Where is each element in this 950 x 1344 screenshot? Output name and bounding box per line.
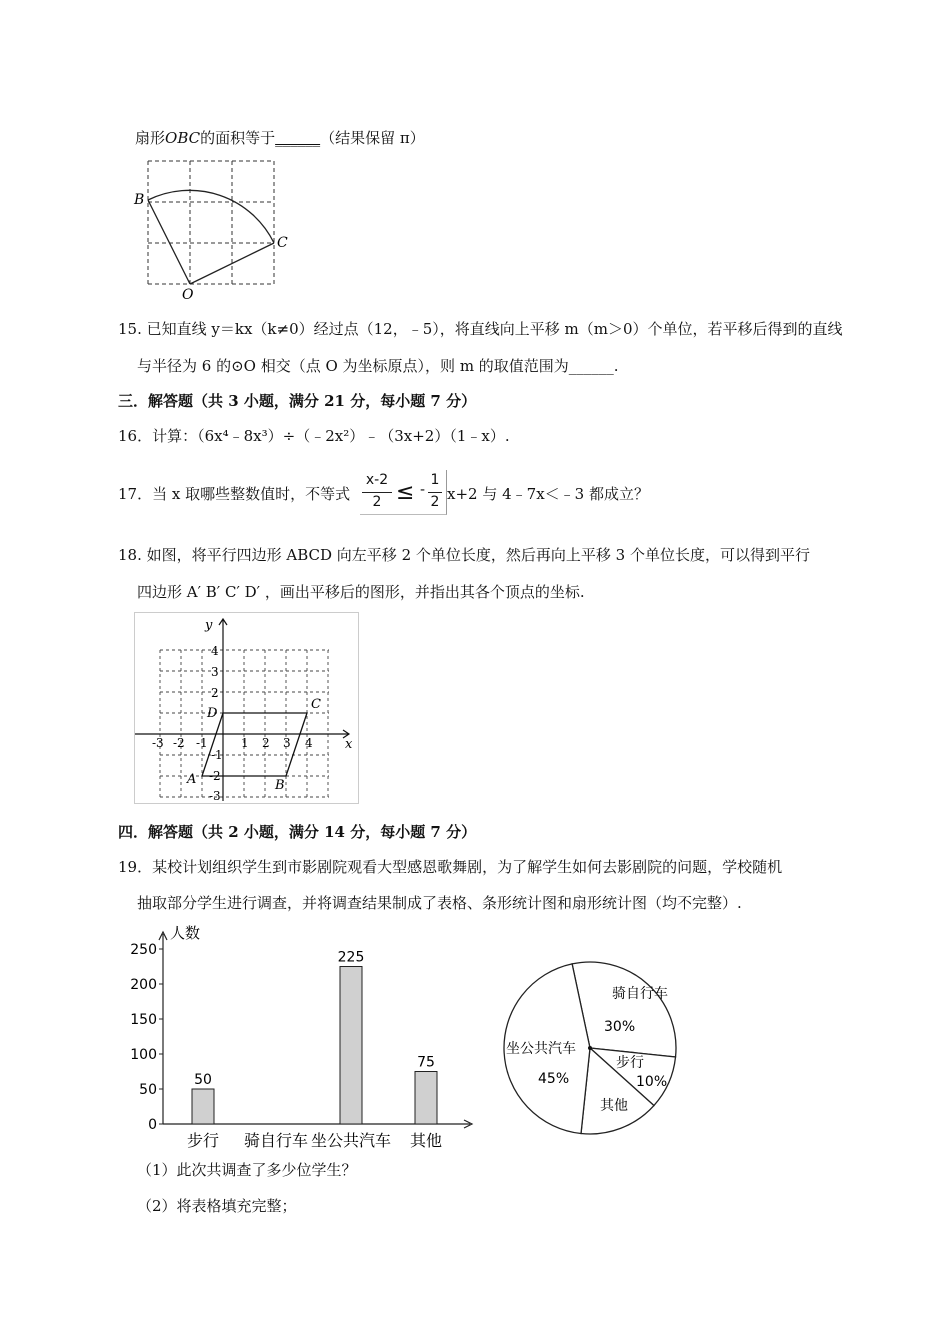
axis-y-label: y — [205, 618, 213, 633]
y-tick-label: 200 — [130, 977, 157, 993]
q19-line2: 抽取部分学生进行调查，并将调查结果制成了表格、条形统计图和扇形统计图（均不完整）. — [137, 894, 742, 912]
category-label: 其他 — [409, 1131, 443, 1150]
q18-line1: 18. 如图，将平行四边形 ABCD 向左平移 2 个单位长度，然后再向上平移 3 个单位长度，可以得到平行 — [118, 546, 810, 564]
y-tick: 3 — [211, 665, 219, 679]
y-tick-label: 100 — [130, 1047, 157, 1063]
bar-chart — [130, 922, 480, 1152]
coordinate-figure — [134, 612, 359, 804]
y-tick-label: 150 — [130, 1012, 157, 1028]
q15-line1: 15. 已知直线 y＝kx（k≠0）经过点（12，﹣5），将直线向上平移 m（m＞0）个单位，若平移后得到的直线 — [118, 320, 843, 338]
x-tick: 3 — [283, 736, 291, 750]
q19-sub1: （1）此次共调查了多少位学生？ — [137, 1161, 357, 1179]
label-b: B — [134, 192, 145, 208]
y-tick-label: 0 — [148, 1117, 157, 1133]
pie-percent-bus: 45% — [538, 1071, 570, 1087]
q14-text-a: 扇形 — [135, 129, 166, 147]
y-tick-label: 50 — [139, 1082, 157, 1098]
q17-suffix: x+2 与 4﹣7x＜﹣3 都成立？ — [447, 485, 649, 503]
q19-sub2: （2）将表格填充完整； — [137, 1197, 297, 1215]
bar — [340, 967, 362, 1125]
y-tick-label: 250 — [130, 942, 157, 958]
q17-frac2-num: 1 — [430, 472, 440, 488]
pie-label-walk: 步行 — [616, 1055, 644, 1071]
axis-x-label: x — [345, 737, 353, 752]
x-tick: 4 — [305, 736, 313, 750]
q18-line2: 四边形 A′ B′ C′ D′ ，画出平移后的图形，并指出其各个顶点的坐标. — [137, 583, 585, 601]
q14-var-obc: OBC — [165, 129, 201, 147]
point-d-label: D — [207, 706, 218, 721]
q14-text-b: 的面积等于 — [200, 129, 276, 147]
bar — [192, 1089, 214, 1124]
point-c-label: C — [311, 697, 321, 712]
x-tick: -2 — [173, 736, 185, 750]
bar-value-label: 75 — [417, 1054, 435, 1071]
sector-figure — [132, 156, 292, 301]
category-label: 步行 — [186, 1131, 220, 1150]
y-tick: 4 — [211, 644, 219, 658]
bar — [415, 1072, 437, 1125]
q17-prefix: 17．当 x 取哪些整数值时，不等式 — [118, 485, 351, 503]
q14-answer-blank[interactable]: ______ — [275, 129, 321, 147]
q19-line1: 19．某校计划组织学生到市影剧院观看大型感恩歌舞剧，为了解学生如何去影剧院的问题，学校随机 — [118, 858, 783, 876]
q15-line2: 与半径为 6 的⊙O 相交（点 O 为坐标原点），则 m 的取值范围为______. — [137, 357, 619, 375]
x-tick: -1 — [196, 736, 208, 750]
x-tick: 1 — [241, 736, 249, 750]
q17-frac2-den: 2 — [430, 494, 440, 510]
q17-inequality — [360, 470, 447, 515]
pie-label-bike: 骑自行车 — [612, 986, 668, 1002]
q17-minus: - — [420, 482, 426, 498]
q17-text — [118, 484, 350, 504]
point-a-label: A — [187, 772, 197, 787]
label-o: O — [182, 287, 194, 301]
q17-frac1-num: x-2 — [365, 472, 389, 488]
x-tick: -3 — [152, 736, 164, 750]
label-c: C — [277, 235, 288, 251]
q17-frac1-den: 2 — [372, 494, 382, 510]
pie-label-bus: 坐公共汽车 — [506, 1041, 576, 1057]
q16-text: 16．计算：（6x⁴﹣8x³）÷（﹣2x²）﹣（3x+2）（1﹣x）. — [118, 427, 510, 445]
pie-percent-walk: 10% — [636, 1074, 668, 1090]
pie-chart — [500, 950, 680, 1140]
pie-center — [588, 1046, 592, 1050]
q17-le-sign: ≤ — [396, 480, 415, 505]
y-tick: 2 — [211, 686, 219, 700]
q14-text-c: （结果保留 π） — [320, 129, 425, 147]
bar-value-label: 225 — [337, 949, 365, 966]
bar-value-label: 50 — [194, 1072, 212, 1088]
section-4-heading: 四．解答题（共 2 小题，满分 14 分，每小题 7 分） — [118, 823, 477, 841]
x-tick: 2 — [262, 736, 270, 750]
y-tick: -2 — [209, 769, 221, 783]
category-label: 坐公共汽车 — [310, 1131, 392, 1150]
pie-label-other: 其他 — [600, 1098, 628, 1114]
parallelogram-abcd — [202, 713, 307, 776]
y-tick: -1 — [211, 748, 223, 762]
bar-chart-ylabel: 人数 — [170, 924, 201, 942]
q14-tail-text — [135, 128, 425, 148]
point-b-label: B — [275, 778, 285, 793]
section-3-heading: 三．解答题（共 3 小题，满分 21 分，每小题 7 分） — [118, 392, 477, 410]
y-tick: -3 — [209, 789, 221, 803]
pie-percent-bike: 30% — [604, 1019, 636, 1035]
category-label: 骑自行车 — [243, 1131, 309, 1150]
